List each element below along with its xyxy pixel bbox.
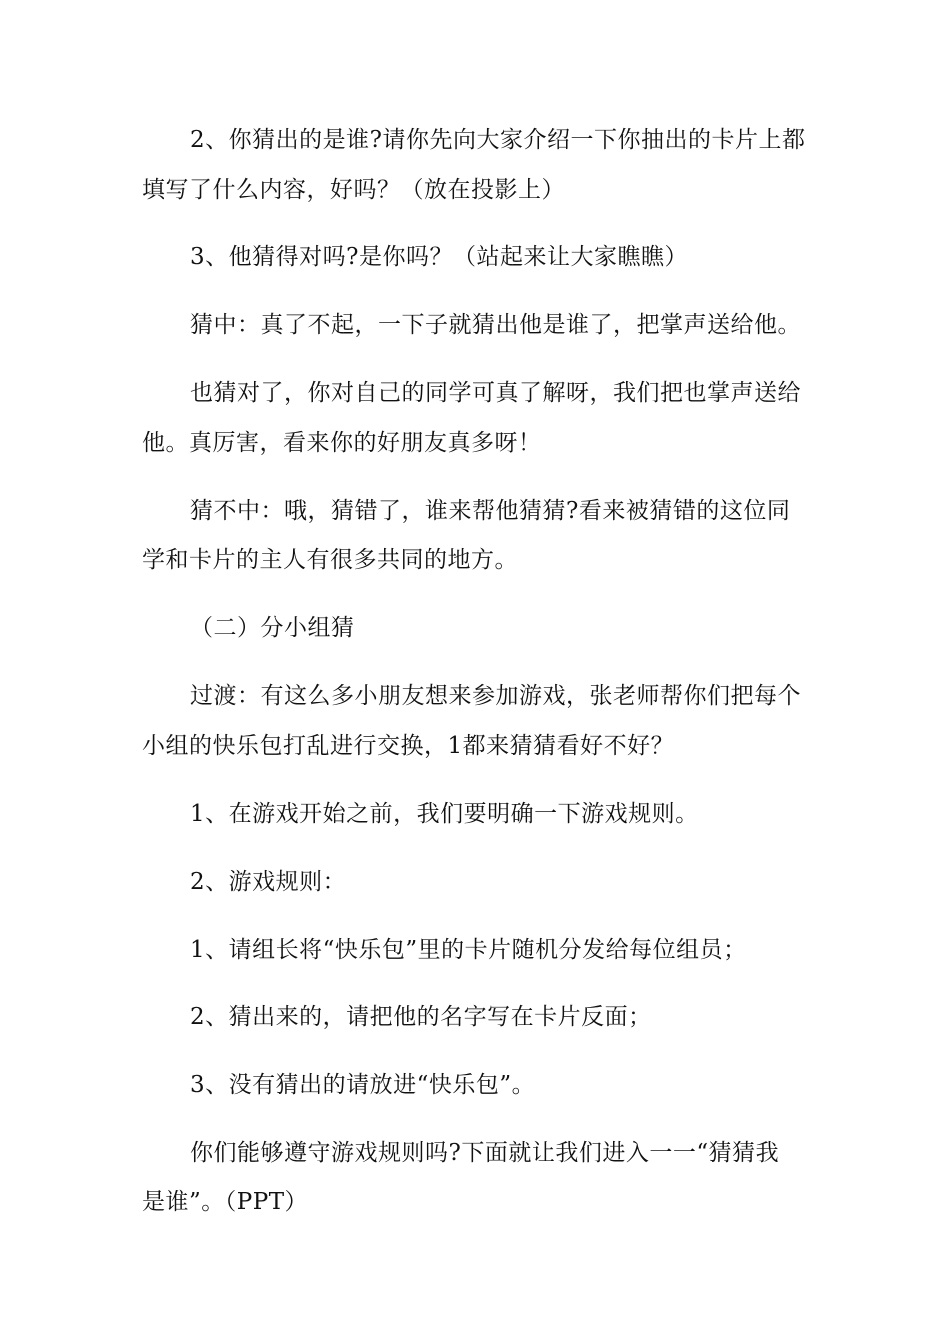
paragraph-9-line-1: 2、游戏规则： (190, 869, 347, 895)
paragraph-5-line-2: 学和卡片的主人有很多共同的地方。 (142, 547, 518, 573)
paragraph-3-line-1: 猜中：真了不起，一下子就猜出他是谁了，把掌声送给他。 (190, 312, 801, 338)
paragraph-13-line-1: 你们能够遵守游戏规则吗?下面就让我们进入一一“猜猜我 (190, 1140, 780, 1166)
paragraph-7-line-1: 过渡：有这么多小朋友想来参加游戏，张老师帮你们把每个 (190, 683, 801, 709)
paragraph-10-line-1: 1、请组长将“快乐包”里的卡片随机分发给每位组员； (190, 937, 747, 963)
paragraph-1-line-2: 填写了什么内容，好吗？（放在投影上） (142, 177, 565, 203)
paragraph-13-line-2: 是谁”。（PPT） (142, 1189, 309, 1215)
paragraph-8-line-1: 1、在游戏开始之前，我们要明确一下游戏规则。 (190, 801, 699, 827)
paragraph-5-line-1: 猜不中：哦，猜错了，谁来帮他猜猜?看来被猜错的这位同 (190, 498, 791, 524)
paragraph-4-line-2: 他。真厉害，看来你的好朋友真多呀！ (142, 430, 542, 456)
paragraph-1-line-1: 2、你猜出的是谁?请你先向大家介绍一下你抽出的卡片上都 (190, 127, 806, 153)
paragraph-4-line-1: 也猜对了，你对自己的同学可真了解呀，我们把也掌声送给 (190, 380, 801, 406)
paragraph-11-line-1: 2、猜出来的，请把他的名字写在卡片反面； (190, 1004, 652, 1030)
paragraph-12-line-1: 3、没有猜出的请放进“快乐包”。 (190, 1072, 536, 1098)
paragraph-2-line-1: 3、他猜得对吗?是你吗？（站起来让大家瞧瞧） (190, 244, 688, 270)
paragraph-7-line-2: 小组的快乐包打乱进行交换，1都来猜猜看好不好？ (142, 733, 675, 759)
section-heading: （二）分小组猜 (190, 615, 355, 641)
